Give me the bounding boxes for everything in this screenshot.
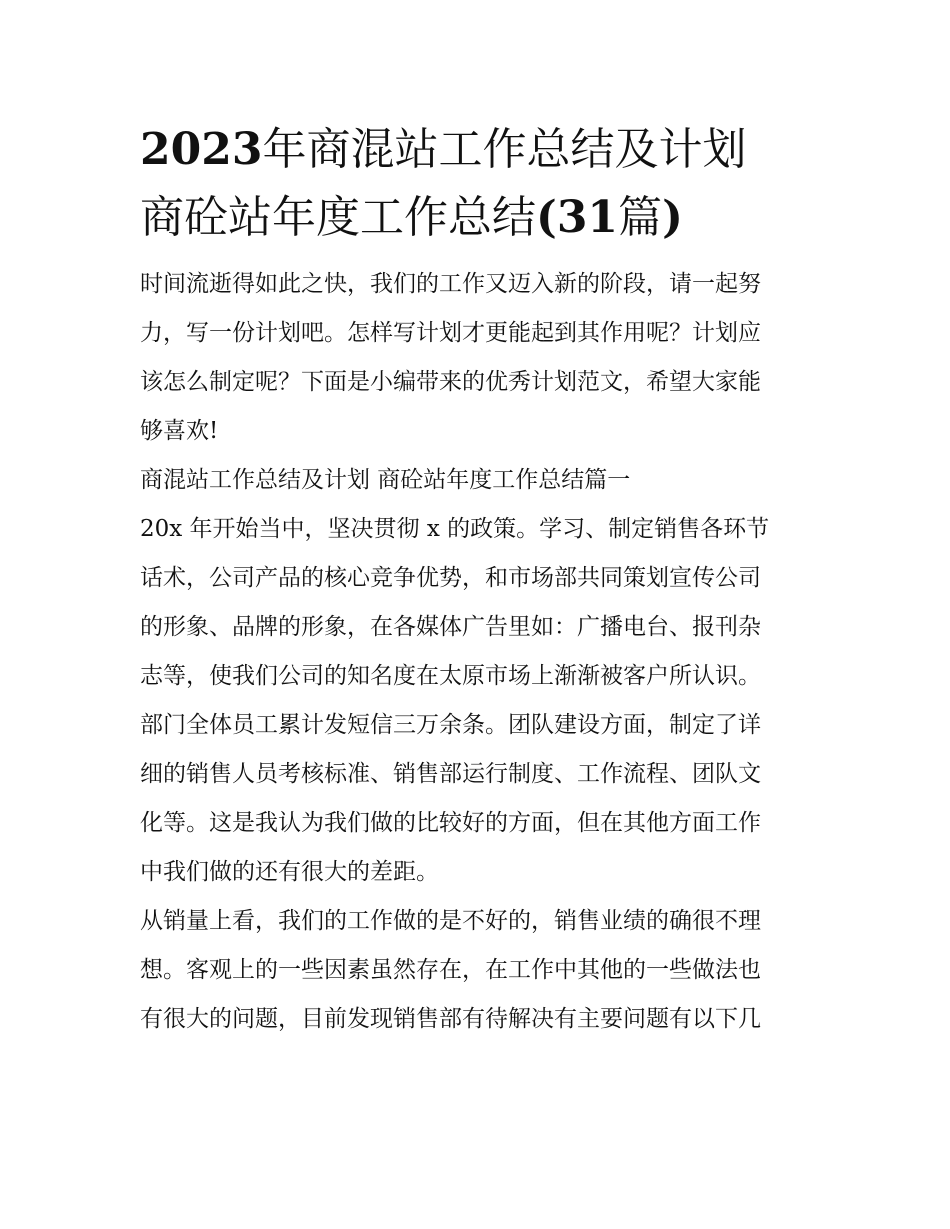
title-line-1 <box>140 116 812 184</box>
intro-paragraph <box>140 260 812 456</box>
title-line-1-text: 年商混站工作总结及计划 <box>262 124 747 175</box>
document-page <box>140 0 812 1044</box>
paragraph-line: 想。客观上的一些因素虽然存在，在工作中其他的一些做法也 <box>140 957 761 983</box>
title-line-2-text: 商砼站年度工作总结 <box>140 192 536 243</box>
paragraph-line: 有很大的问题，目前发现销售部有待解决有主要问题有以下几 <box>140 1006 761 1032</box>
title-year: 2023 <box>140 124 263 175</box>
paragraph-line: 中我们做的还有很大的差距。 <box>140 859 439 885</box>
title-count-unit: 篇 <box>618 192 663 243</box>
paragraph-line: 从销量上看，我们的工作做的是不好的，销售业绩的确很不理 <box>140 908 761 934</box>
paragraph-line: 话术，公司产品的核心竞争优势，和市场部共同策划宣传公司 <box>140 565 761 591</box>
intro-line: 时间流逝得如此之快，我们的工作又迈入新的阶段，请一起努 <box>140 271 761 297</box>
intro-line: 力，写一份计划吧。怎样写计划才更能起到其作用呢？计划应 <box>140 320 761 346</box>
document-title <box>140 0 812 252</box>
paragraph-line: 20x 年开始当中，坚决贯彻 x 的政策。学习、制定销售各环节 <box>140 516 770 542</box>
title-line-2 <box>140 184 812 252</box>
body-paragraph-1 <box>140 505 812 897</box>
document-body <box>140 260 812 1044</box>
title-close-paren: ) <box>662 192 683 243</box>
title-count: (31 <box>536 192 619 243</box>
body-paragraph-2 <box>140 897 812 1044</box>
intro-line: 该怎么制定呢？下面是小编带来的优秀计划范文，希望大家能 <box>140 369 761 395</box>
paragraph-line: 细的销售人员考核标准、销售部运行制度、工作流程、团队文 <box>140 761 761 787</box>
intro-line: 够喜欢! <box>140 418 219 444</box>
section-heading: 商混站工作总结及计划 商砼站年度工作总结篇一 <box>140 467 631 493</box>
paragraph-line: 的形象、品牌的形象，在各媒体广告里如：广播电台、报刊杂 <box>140 614 761 640</box>
paragraph-line: 志等，使我们公司的知名度在太原市场上渐渐被客户所认识。 <box>140 663 761 689</box>
paragraph-line: 化等。这是我认为我们做的比较好的方面，但在其他方面工作 <box>140 810 761 836</box>
paragraph-line: 部门全体员工累计发短信三万余条。团队建设方面，制定了详 <box>140 712 761 738</box>
